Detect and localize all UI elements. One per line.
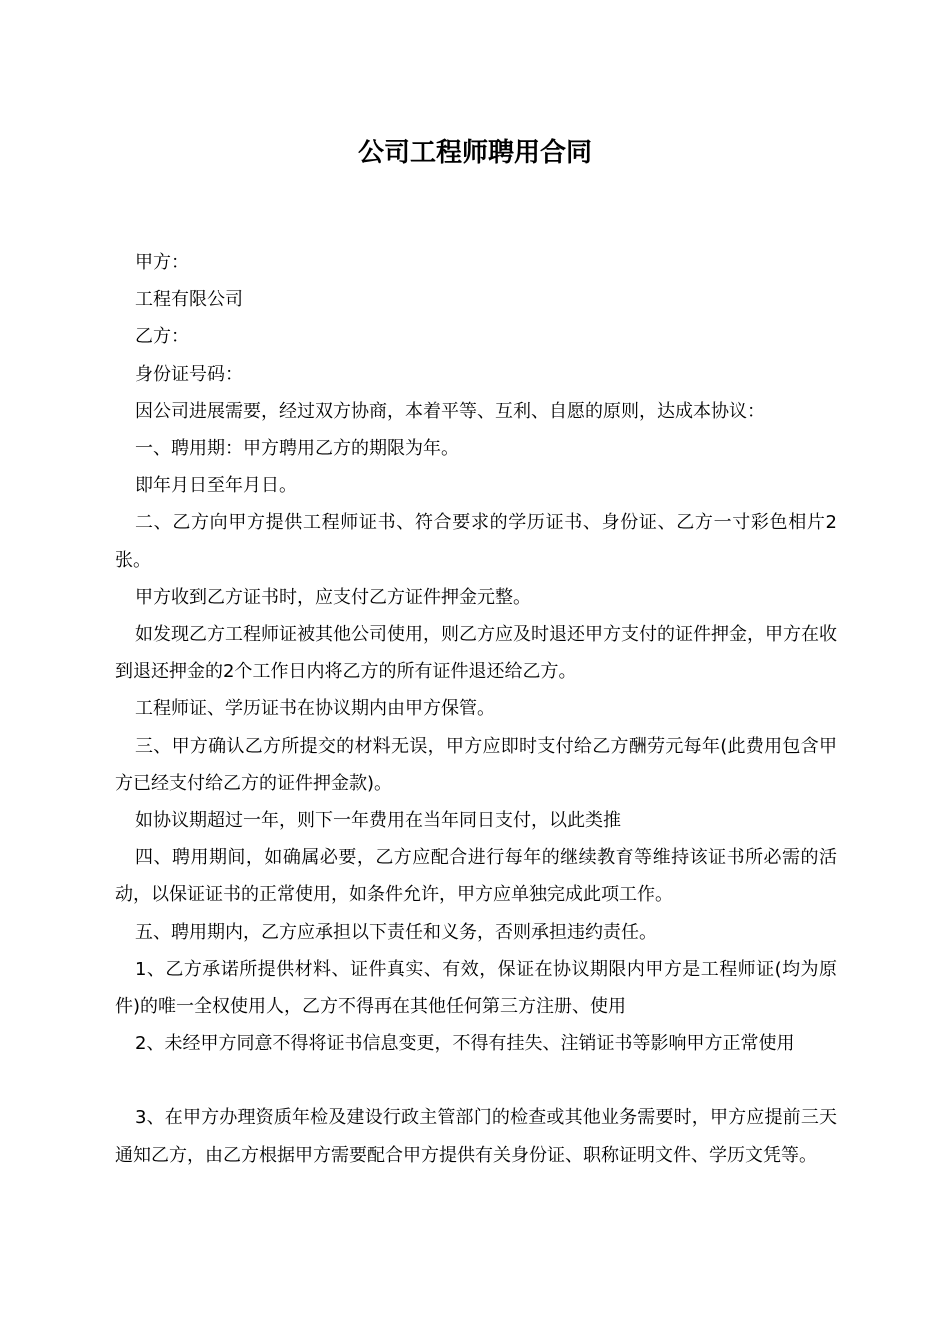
paragraph-section-3: 三、甲方确认乙方所提交的材料无误，甲方应即时支付给乙方酬劳元每年(此费用包含甲方已经支付给乙方的证件押金款)。 <box>115 735 837 794</box>
paragraph-clause-2: 2、未经甲方同意不得将证书信息变更，不得有挂失、注销证书等影响甲方正常使用 <box>135 1033 795 1055</box>
paragraph-preamble: 因公司进展需要，经过双方协商，本着平等、互利、自愿的原则，达成本协议： <box>135 400 765 422</box>
paragraph-refund: 如发现乙方工程师证被其他公司使用，则乙方应及时退还甲方支付的证件押金，甲方在收到退还押金的2个工作日内将乙方的所有证件退还给乙方。 <box>115 624 837 683</box>
paragraph-term: 一、聘用期：甲方聘用乙方的期限为年。 <box>135 438 459 460</box>
paragraph-deposit: 甲方收到乙方证书时，应支付乙方证件押金元整。 <box>135 586 531 608</box>
paragraph-term-dates: 即年月日至年月日。 <box>135 475 297 497</box>
paragraph-custody: 工程师证、学历证书在协议期内由甲方保管。 <box>135 698 495 720</box>
paragraph-section-5: 五、聘用期内，乙方应承担以下责任和义务，否则承担违约责任。 <box>135 921 657 943</box>
paragraph-section-2: 二、乙方向甲方提供工程师证书、符合要求的学历证书、身份证、乙方一寸彩色相片2张。 <box>115 512 837 571</box>
paragraph-party-b: 乙方： <box>135 326 189 348</box>
paragraph-annual-payment: 如协议期超过一年，则下一年费用在当年同日支付，以此类推 <box>135 810 621 832</box>
paragraph-id-number: 身份证号码： <box>135 363 243 385</box>
paragraph-clause-1: 1、乙方承诺所提供材料、证件真实、有效，保证在协议期限内甲方是工程师证(均为原件)的唯一全权使用人，乙方不得再在其他任何第三方注册、使用 <box>115 958 837 1018</box>
paragraph-company: 工程有限公司 <box>135 289 243 311</box>
paragraph-clause-3: 3、在甲方办理资质年检及建设行政主管部门的检查或其他业务需要时，甲方应提前三天通知乙方，由乙方根据甲方需要配合甲方提供有关身份证、职称证明文件、学历文凭等。 <box>115 1107 837 1166</box>
document-body <box>115 244 837 1174</box>
paragraph-party-a: 甲方： <box>135 252 189 273</box>
document-title: 公司工程师聘用合同 <box>357 138 592 168</box>
paragraph-section-4: 四、聘用期间，如确属必要，乙方应配合进行每年的继续教育等维持该证书所必需的活动，以保证证书的正常使用，如条件允许，甲方应单独完成此项工作。 <box>115 847 837 906</box>
